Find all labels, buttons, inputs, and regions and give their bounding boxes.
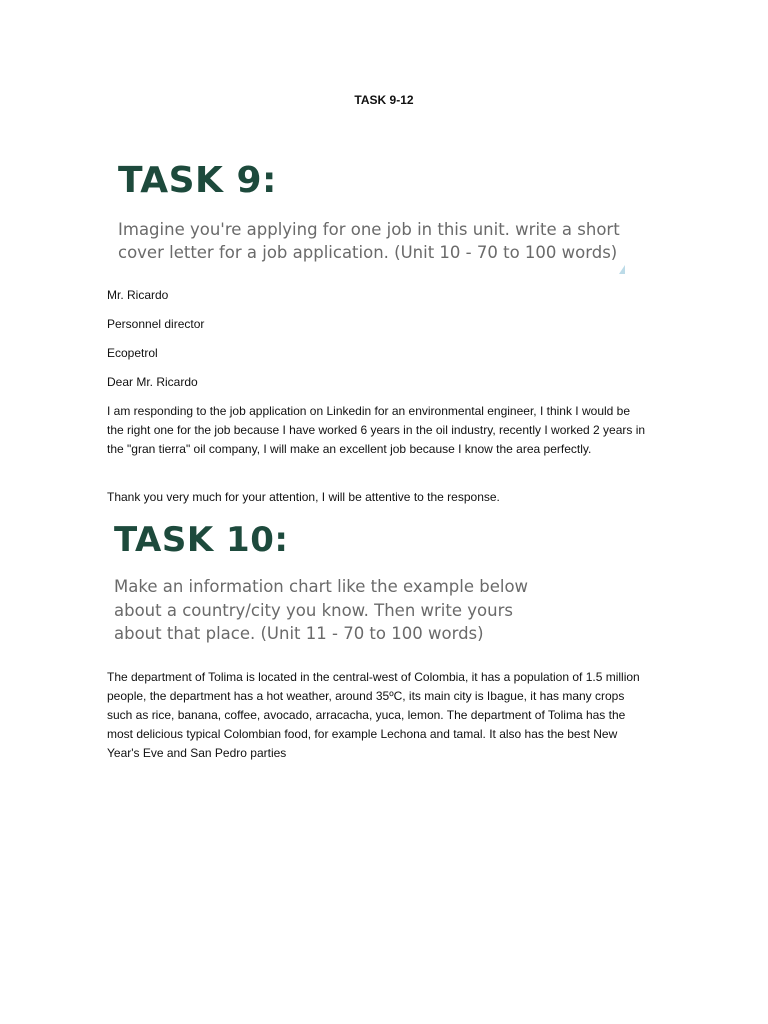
document-title: TASK 9-12 [354, 93, 414, 107]
task-10-instructions-line-2: about a country/city you know. Then write yours [114, 600, 513, 620]
task-10-banner [114, 520, 584, 646]
task-9-heading: TASK 9: [118, 160, 277, 201]
task-10-instructions [114, 575, 584, 646]
image-corner-mark [619, 265, 625, 274]
task-9-instructions [118, 218, 638, 264]
tolima-paragraph: The department of Tolima is located in the central-west of Colombia, it has a population of 1.5 million people, the department has a hot weather, around 35ºC, its main city is Ibague, it has many crops such as rice, banana, coffee, avocado, arracacha, yuca, lemon. The department of Tolima has the most delicious typical Colombian food, for example Lechona and tamal. It also has the best New Year's Eve and San Pedro parties [107, 670, 640, 760]
letter-recipient-name: Mr. Ricardo [107, 288, 169, 302]
letter-body: I am responding to the job application on Linkedin for an environmental engineer, I think I would be the right one for the job because I have worked 6 years in the oil industry, recently I worked 2 years in the "gran tierra" oil company, I will make an excellent job because I know the area perfectly. [107, 404, 646, 456]
letter-closing: Thank you very much for your attention, I will be attentive to the response. [107, 490, 500, 504]
task-10-instructions-line-1: Make an information chart like the example below [114, 577, 529, 596]
task-10-instructions-line-3: about that place. (Unit 11 - 70 to 100 words) [114, 624, 484, 643]
task-10-heading: TASK 10: [114, 520, 289, 560]
task-9-banner [118, 160, 638, 264]
task-9-instructions-line-1: Imagine you're applying for one job in this unit. write a short [118, 220, 620, 239]
letter-company: Ecopetrol [107, 346, 158, 360]
letter-salutation: Dear Mr. Ricardo [107, 375, 198, 389]
task-9-instructions-line-2: cover letter for a job application. (Unit 10 - 70 to 100 words) [118, 243, 618, 262]
letter-recipient-title: Personnel director [107, 317, 205, 331]
